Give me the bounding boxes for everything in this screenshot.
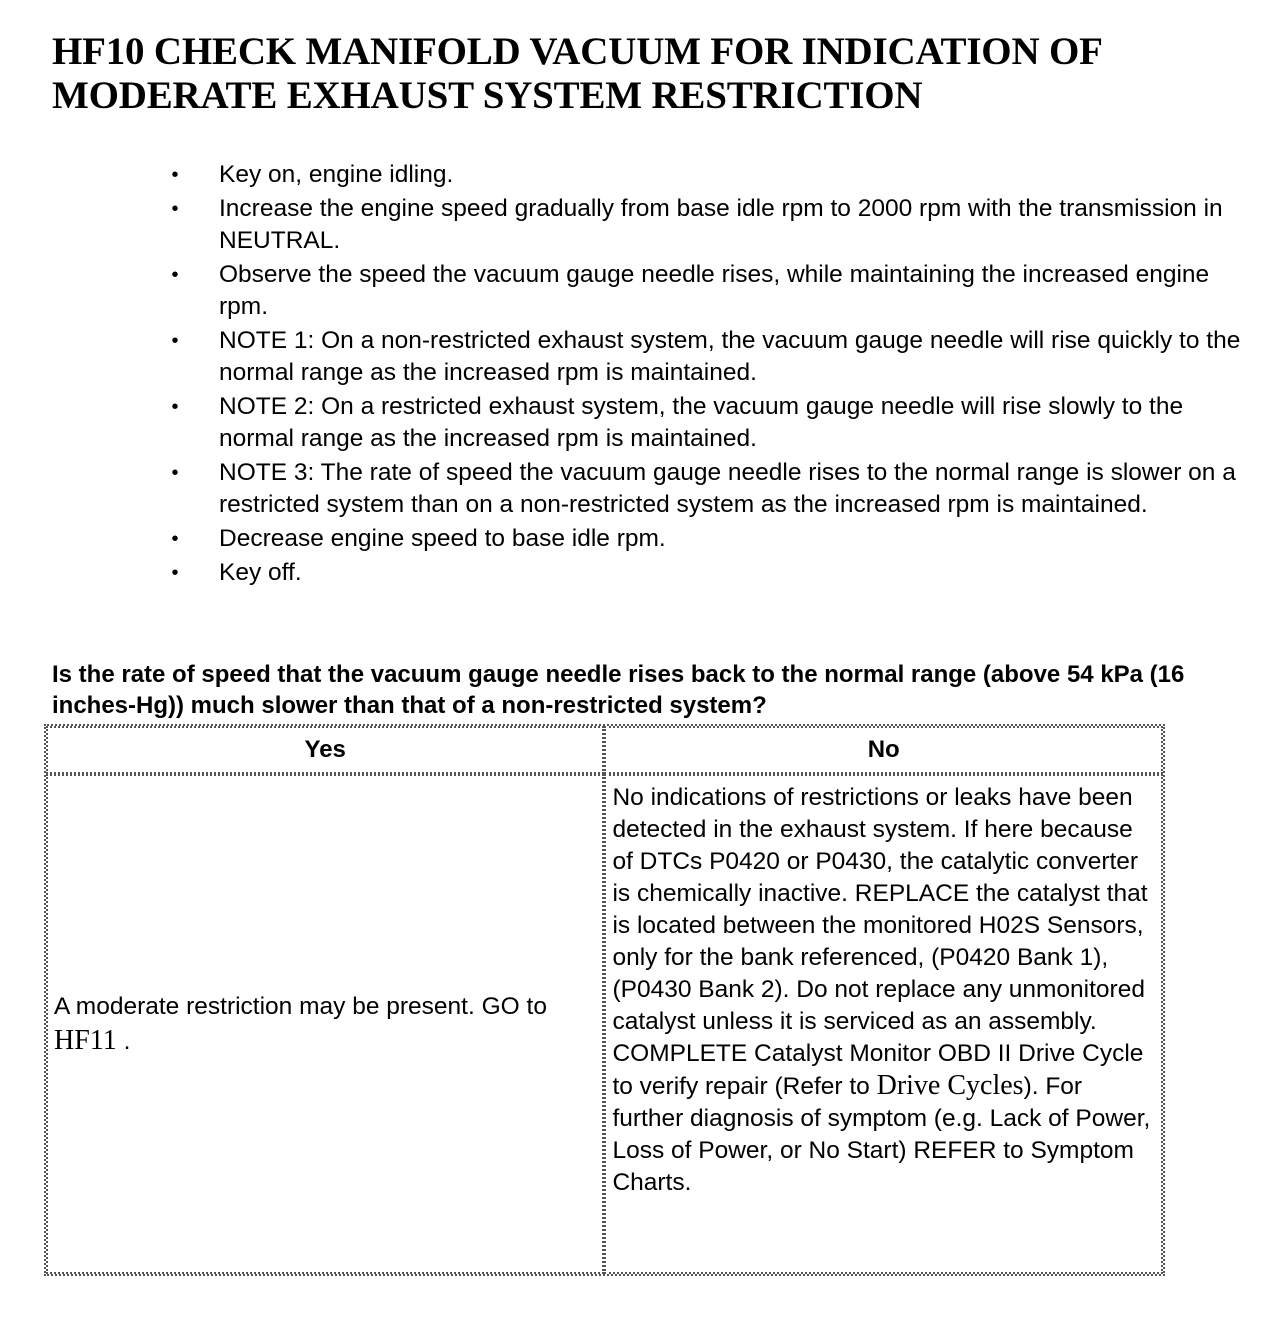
list-item: [171, 193, 1264, 257]
step-text: Increase the engine speed gradually from base idle rpm to 2000 rpm with the transmission in NEUTRAL.: [219, 195, 1223, 254]
step-text: NOTE 1: On a non-restricted exhaust system, the vacuum gauge needle will rise quickly to the normal range as the increased rpm is maintained.: [219, 327, 1241, 386]
list-item: [171, 259, 1264, 323]
yes-column-header: Yes: [46, 726, 604, 774]
bullet-icon: •: [171, 462, 179, 484]
step-text: Key off.: [219, 559, 302, 586]
list-item: [171, 457, 1264, 521]
bullet-icon: •: [171, 396, 179, 418]
yes-answer-suffix: .: [123, 1027, 131, 1055]
no-answer-text-continued: ). For further diagnosis of symptom (e.g. Lack of Power, Loss of Power, or No Start) REFER to Symptom Charts.: [612, 1073, 1151, 1196]
step-text: Decrease engine speed to base idle rpm.: [219, 525, 666, 552]
step-text: Key on, engine idling.: [219, 161, 454, 188]
bullet-icon: •: [171, 528, 179, 550]
list-item: [171, 325, 1264, 389]
no-answer-text: No indications of restrictions or leaks have been detected in the exhaust system. If here because of DTCs P0420 or P0430, the catalytic converter is chemically inactive. REPLACE the catalyst that is located between the monitored H02S Sensors, only for the bank referenced, (P0420 Bank 1), (P0430 Bank 2). Do not replace any unmonitored catalyst unless it is serviced as an assembly. COMPLETE Catalyst Monitor OBD II Drive Cycle to verify repair (Refer to: [612, 784, 1148, 1100]
yes-answer-cell: [46, 774, 604, 1274]
no-answer-cell: [604, 774, 1163, 1274]
list-item: [171, 159, 1264, 191]
page-title: HF10 CHECK MANIFOLD VACUUM FOR INDICATION OF MODERATE EXHAUST SYSTEM RESTRICTION: [52, 30, 1102, 117]
bullet-icon: •: [171, 264, 179, 286]
test-question: Is the rate of speed that the vacuum gauge needle rises back to the normal range (above 54 kPa (16 inches-Hg)) much slower than that of a non-restricted system?: [52, 661, 1185, 719]
bullet-icon: •: [171, 330, 179, 352]
step-text: NOTE 2: On a restricted exhaust system, the vacuum gauge needle will rise slowly to the normal range as the increased rpm is maintained.: [219, 393, 1184, 452]
yes-answer-text: A moderate restriction may be present. GO to: [54, 992, 547, 1020]
step-text: Observe the speed the vacuum gauge needle rises, while maintaining the increased engine rpm.: [219, 261, 1210, 320]
no-column-header: No: [604, 726, 1163, 774]
bullet-icon: •: [171, 562, 179, 584]
list-item: [171, 391, 1264, 455]
answer-table: [44, 724, 1165, 1276]
drive-cycles-link[interactable]: Drive Cycles: [876, 1070, 1024, 1101]
table-row: [46, 774, 1163, 1274]
table-header-row: [46, 726, 1163, 774]
step-text: NOTE 3: The rate of speed the vacuum gauge needle rises to the normal range is slower on a restricted system than on a non-restricted system as the increased rpm is maintained.: [219, 459, 1236, 518]
bullet-icon: •: [171, 164, 179, 186]
list-item: [171, 557, 1264, 589]
bullet-icon: •: [171, 198, 179, 220]
hf11-link[interactable]: HF11: [54, 1024, 117, 1056]
list-item: [171, 523, 1264, 555]
step-list: [171, 159, 1264, 591]
